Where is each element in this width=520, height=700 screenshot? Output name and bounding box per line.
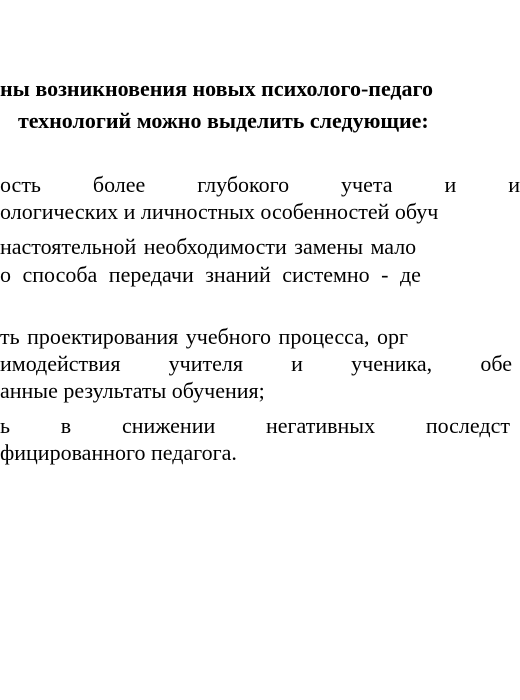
item-1-word: и xyxy=(508,172,520,197)
item-3-line-2 xyxy=(0,353,512,375)
item-1-line-1 xyxy=(0,174,520,196)
item-1-line-2: ологических и личностных особенностей обуч xyxy=(0,199,439,224)
item-3-word: и xyxy=(291,351,303,376)
item-4-word: ь xyxy=(0,413,11,438)
item-3-word: учителя xyxy=(168,351,243,376)
item-1-word: более xyxy=(92,172,146,197)
item-1-word: и xyxy=(444,172,457,197)
item-4-word: последст xyxy=(425,413,510,438)
item-1-word: учета xyxy=(341,172,393,197)
heading-line-2: технологий можно выделить следующие: xyxy=(18,108,429,133)
item-4-word: в xyxy=(60,413,72,438)
item-2-line-2: о способа передачи знаний системно - де xyxy=(0,262,421,287)
item-3-word: ученика, xyxy=(351,351,433,376)
item-3-word: обе xyxy=(480,351,512,376)
item-3-line-3: анные результаты обучения; xyxy=(0,378,265,403)
item-4-word: негативных xyxy=(266,413,376,438)
item-4-line-1 xyxy=(0,415,510,437)
item-4-line-2: фицированного педагога. xyxy=(0,440,237,465)
heading-line-1: ны возникновения новых психолого-педаго xyxy=(0,76,433,101)
item-2-line-1: настоятельной необходимости замены мало xyxy=(0,234,417,259)
item-1-word: глубокого xyxy=(197,172,290,197)
item-3-word: имодействия xyxy=(0,351,121,376)
item-1-word: ость xyxy=(0,172,41,197)
item-4-word: снижении xyxy=(121,413,216,438)
item-3-line-1: ть проектирования учебного процесса, орг xyxy=(0,324,408,349)
